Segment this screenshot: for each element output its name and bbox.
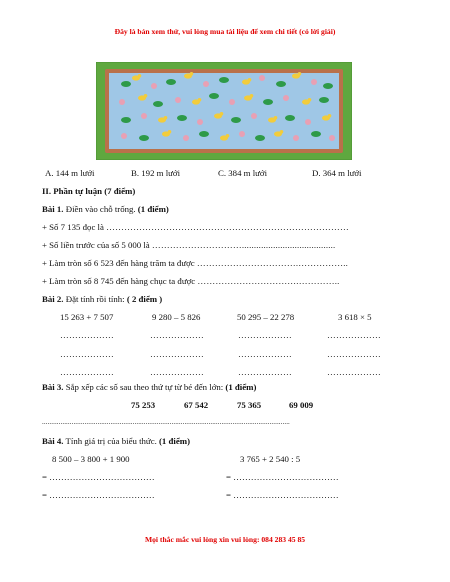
bai1-heading (42, 204, 169, 214)
answer-blank[interactable]: ……………………………………………………………………… (106, 222, 350, 232)
work-line[interactable]: ……………… (238, 349, 292, 359)
lily-pad (121, 117, 131, 123)
lily-pad (311, 131, 321, 137)
lotus-flower (203, 81, 209, 87)
bai1-instruction: Điền vào chỗ trống. (63, 204, 138, 214)
bai2-instruction: Đặt tính rồi tính: (63, 294, 127, 304)
lily-pad (177, 115, 187, 121)
lily-pad (166, 79, 176, 85)
number-to-sort: 75 365 (237, 400, 262, 410)
lily-pad (153, 101, 163, 107)
bai3-label: Bài 3. (42, 382, 64, 392)
duck-head (226, 134, 230, 138)
lily-pad (209, 93, 219, 99)
lily-pad (255, 135, 265, 141)
lotus-flower (121, 133, 127, 139)
bai1-item (42, 258, 348, 268)
duck-head (220, 112, 224, 116)
duck-head (328, 114, 332, 118)
option-c[interactable]: C. 384 m lưới (218, 168, 268, 178)
lotus-flower (229, 99, 235, 105)
bai3-points: (1 điểm) (225, 382, 257, 392)
duck-head (248, 78, 252, 82)
bai4-heading (42, 436, 190, 446)
duck-head (144, 94, 148, 98)
bai1-item (42, 240, 335, 250)
number-to-sort: 67 542 (184, 400, 209, 410)
bai1-item-text: + Số liền trước của số 5 000 là (42, 240, 152, 250)
duck-head (164, 116, 168, 120)
lotus-flower (151, 83, 157, 89)
work-line[interactable]: ……………… (327, 330, 381, 340)
section-title: II. Phần tự luận (7 điểm) (42, 186, 136, 196)
duck-head (274, 116, 278, 120)
lotus-flower (259, 75, 265, 81)
bai1-label: Bài 1. (42, 204, 64, 214)
lily-pad (139, 135, 149, 141)
lotus-flower (141, 113, 147, 119)
lotus-flower (183, 135, 189, 141)
lily-pad (199, 131, 209, 137)
lotus-flower (239, 131, 245, 137)
work-line[interactable]: ……………… (150, 349, 204, 359)
bai4-points: (1 điểm) (159, 436, 191, 446)
work-line[interactable]: ……………… (60, 367, 114, 377)
answer-blank[interactable]: …………………………....................................... (151, 240, 336, 250)
lily-pad (323, 83, 333, 89)
lotus-flower (175, 97, 181, 103)
lily-pad (319, 97, 329, 103)
bai4-expression: 8 500 – 3 800 + 1 900 (52, 454, 130, 464)
duck-head (138, 74, 142, 78)
lotus-flower (283, 95, 289, 101)
bai1-item (42, 222, 349, 232)
sort-answer-line[interactable]: ...................................................................................................................................... (42, 418, 290, 426)
lily-pad (121, 81, 131, 87)
bai2-expression: 9 280 – 5 826 (152, 312, 201, 322)
option-d[interactable]: D. 364 m lưới (312, 168, 362, 178)
number-to-sort: 69 009 (289, 400, 314, 410)
bai1-item-text: + Làm tròn số 6 523 đến hàng trăm ta được (42, 258, 197, 268)
lotus-flower (329, 135, 335, 141)
lotus-flower (251, 113, 257, 119)
bai2-expression: 3 618 × 5 (338, 312, 372, 322)
duck-head (198, 98, 202, 102)
work-line[interactable]: ……………… (60, 349, 114, 359)
work-line[interactable]: ……………… (150, 367, 204, 377)
duck-head (250, 94, 254, 98)
option-a[interactable]: A. 144 m lưới (45, 168, 95, 178)
bai2-heading (42, 294, 162, 304)
lily-pad (219, 77, 229, 83)
bai2-label: Bài 2. (42, 294, 64, 304)
work-line[interactable]: ……………… (150, 330, 204, 340)
bai1-points: (1 điểm) (137, 204, 169, 214)
contact-notice: Mọi thắc mắc vui lòng xin vui lòng: 084 283 45 85 (144, 535, 306, 544)
lotus-flower (311, 79, 317, 85)
lotus-flower (293, 135, 299, 141)
work-line[interactable]: ……………… (238, 330, 292, 340)
bai3-instruction: Sắp xếp các số sau theo thứ tự từ bé đến lớn: (63, 382, 226, 392)
number-to-sort: 75 253 (131, 400, 156, 410)
bai1-item-text: + Số 7 135 đọc là (42, 222, 107, 232)
bai3-heading (42, 382, 256, 392)
bai4-expression: 3 765 + 2 540 : 5 (240, 454, 301, 464)
bai2-expression: 50 295 – 22 278 (237, 312, 295, 322)
option-b[interactable]: B. 192 m lưới (131, 168, 181, 178)
preview-notice: Đây là bản xem thử, vui lòng mua tài liệu để xem chi tiết (có lời giải) (114, 27, 336, 36)
lily-pad (276, 81, 286, 87)
bai2-points: ( 2 điểm ) (126, 294, 163, 304)
pond-illustration (96, 62, 352, 160)
answer-blank[interactable]: …………………………….………….. (197, 276, 340, 286)
bai4-answer-line[interactable]: = ……………………………… (42, 490, 155, 500)
bai1-item-text: + Làm tròn số 8 745 đến hàng chục ta được (42, 276, 198, 286)
lily-pad (263, 99, 273, 105)
bai4-instruction: Tính giá trị của biểu thức. (63, 436, 159, 446)
lily-pad (231, 117, 241, 123)
bai4-answer-line[interactable]: = ……………………………… (226, 490, 339, 500)
duck-head (190, 72, 194, 76)
answer-blank[interactable]: …………………………….…………….. (196, 258, 349, 268)
work-line[interactable]: ……………… (327, 349, 381, 359)
lotus-flower (197, 119, 203, 125)
duck-head (280, 130, 284, 134)
work-line[interactable]: ……………… (327, 367, 381, 377)
lotus-flower (305, 119, 311, 125)
bai4-label: Bài 4. (42, 436, 64, 446)
bai2-expression: 15 263 + 7 507 (60, 312, 114, 322)
work-line[interactable]: ……………… (60, 330, 114, 340)
duck-head (298, 72, 302, 76)
lily-pad (285, 115, 295, 121)
work-line[interactable]: ……………… (238, 367, 292, 377)
duck-head (308, 98, 312, 102)
pond-image (96, 62, 352, 160)
duck-head (168, 130, 172, 134)
lotus-flower (119, 99, 125, 105)
bai1-item (42, 276, 340, 286)
bai4-answer-line[interactable]: = ……………………………… (42, 472, 155, 482)
bai4-answer-line[interactable]: = ……………………………… (226, 472, 339, 482)
